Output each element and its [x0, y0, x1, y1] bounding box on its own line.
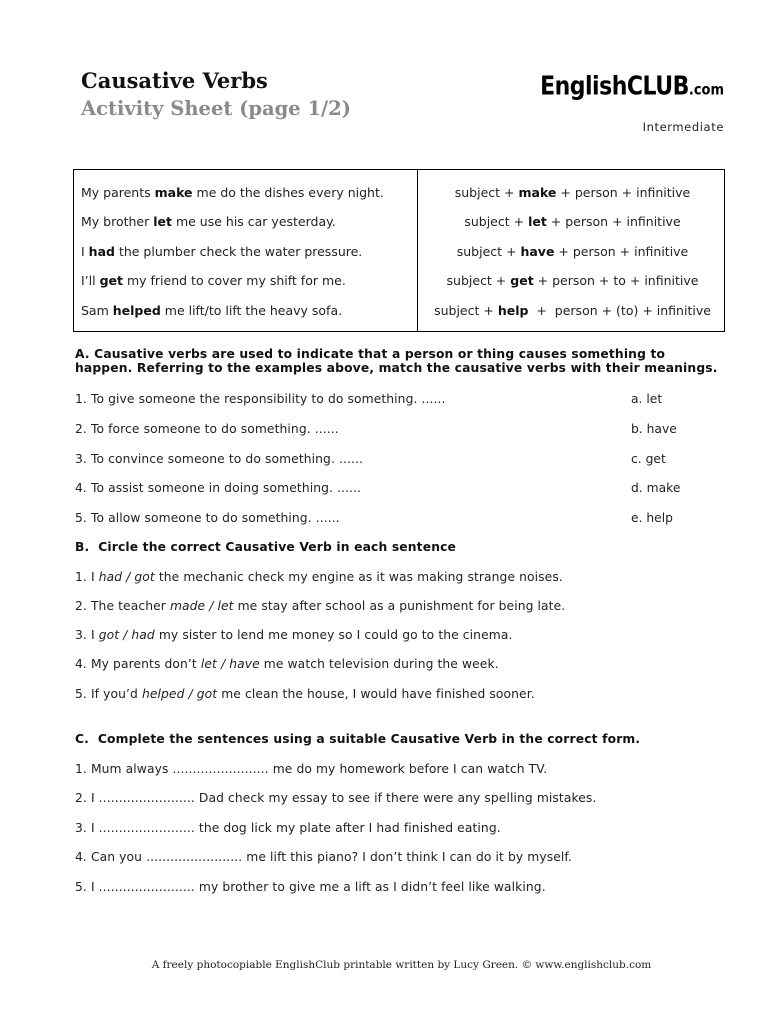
pattern-verb: help [497, 303, 529, 318]
sentence-text: 5. If you’d [75, 687, 142, 701]
section-b-heading: B. Circle the correct Causative Verb in each sentence [75, 540, 457, 554]
pattern-text: + person + infinitive [554, 244, 689, 259]
section-c-item: 3. I ........................ the dog lick my plate after I had finished eating. [75, 821, 501, 835]
section-a-item: 3. To convince someone to do something. ...... [75, 452, 364, 466]
example-text: I’ll [81, 273, 100, 288]
sentence-text: me clean the house, I would have finished sooner. [217, 687, 535, 701]
sentence-text: the mechanic check my engine as it was making strange noises. [154, 570, 563, 584]
example-text: me use his car yesterday. [171, 214, 336, 229]
pattern-row [418, 244, 727, 259]
section-b-item [75, 687, 535, 701]
pattern-text: subject + [454, 185, 519, 200]
example-verb: had [88, 244, 115, 259]
section-a-item: 5. To allow someone to do something. ...... [75, 511, 340, 525]
section-a-answer: a. let [631, 392, 663, 406]
example-text: My brother [81, 214, 154, 229]
example-verb: get [99, 273, 123, 288]
pattern-verb: get [510, 273, 534, 288]
example-text: Sam [81, 303, 113, 318]
level-label: Intermediate [642, 120, 724, 134]
section-c-heading: C. Complete the sentences using a suitable Causative Verb in the correct form. [75, 732, 641, 746]
logo-text: EnglishCLUB [540, 72, 689, 102]
pattern-verb: let [528, 214, 547, 229]
section-c-item: 4. Can you ........................ me lift this piano? I don’t think I can do it by myself. [75, 850, 572, 864]
section-a-item: 1. To give someone the responsibility to do something. ...... [75, 392, 446, 406]
examples-table [73, 169, 725, 332]
sentence-text: 4. My parents don’t [75, 657, 201, 671]
verb-options: helped / got [141, 687, 218, 701]
section-c-item: 5. I ........................ my brother to give me a lift as I didn’t feel like walking. [75, 880, 546, 894]
example-text: My parents [81, 185, 155, 200]
sentence-text: me watch television during the week. [259, 657, 499, 671]
pattern-text: + person + (to) + infinitive [528, 303, 711, 318]
section-a-answer: b. have [631, 422, 677, 436]
pattern-text: subject + [456, 244, 521, 259]
page-title: Causative Verbs [81, 68, 268, 93]
pattern-text: + person + to + infinitive [533, 273, 699, 288]
footer-credit: A freely photocopiable EnglishClub printable written by Lucy Green. © www.englishclub.com [151, 959, 652, 971]
sentence-text: 2. The teacher [75, 599, 170, 613]
pattern-row [418, 214, 727, 229]
section-c-item: 2. I ........................ Dad check my essay to see if there were any spelling mistakes. [75, 791, 597, 805]
pattern-verb: have [520, 244, 555, 259]
example-text: the plumber check the water pressure. [114, 244, 363, 259]
section-b-item [75, 570, 563, 584]
pattern-text: subject + [464, 214, 529, 229]
englishclub-logo [540, 72, 724, 102]
example-verb: make [154, 185, 193, 200]
pattern-verb: make [518, 185, 557, 200]
example-text: me do the dishes every night. [192, 185, 384, 200]
example-text: my friend to cover my shift for me. [123, 273, 346, 288]
section-b-item [75, 657, 499, 671]
example-row [81, 303, 342, 318]
example-text: I [81, 244, 89, 259]
pattern-row [418, 273, 727, 288]
pattern-text: + person + infinitive [556, 185, 691, 200]
page-subtitle: Activity Sheet (page 1/2) [81, 97, 351, 120]
example-verb: let [153, 214, 172, 229]
pattern-row [418, 185, 727, 200]
section-a-heading-cont: happen. Referring to the examples above, match the causative verbs with their meanings. [75, 361, 718, 375]
section-b-item [75, 628, 512, 642]
logo-suffix: .com [688, 81, 724, 100]
example-text: me lift/to lift the heavy sofa. [160, 303, 343, 318]
section-a-item: 4. To assist someone in doing something. ...... [75, 481, 362, 495]
example-row [81, 273, 346, 288]
sentence-text: me stay after school as a punishment for being late. [233, 599, 566, 613]
verb-options: got / had [98, 628, 155, 642]
section-a-answer: c. get [631, 452, 666, 466]
section-c-item: 1. Mum always ........................ me do my homework before I can watch TV. [75, 762, 548, 776]
section-a-answer: e. help [631, 511, 673, 525]
pattern-row [418, 303, 727, 318]
verb-options: made / let [169, 599, 234, 613]
section-a-item: 2. To force someone to do something. ...... [75, 422, 339, 436]
pattern-text: subject + [434, 303, 498, 318]
sentence-text: 3. I [75, 628, 99, 642]
example-row [81, 185, 384, 200]
section-a-heading: A. Causative verbs are used to indicate that a person or thing causes something to [75, 347, 666, 361]
sentence-text: my sister to lend me money so I could go to the cinema. [154, 628, 513, 642]
example-verb: helped [112, 303, 161, 318]
example-row [81, 244, 362, 259]
sentence-text: 1. I [75, 570, 99, 584]
pattern-text: subject + [446, 273, 511, 288]
section-b-item [75, 599, 565, 613]
verb-options: had / got [98, 570, 155, 584]
verb-options: let / have [200, 657, 260, 671]
section-a-answer: d. make [631, 481, 681, 495]
pattern-text: + person + infinitive [546, 214, 681, 229]
example-row [81, 214, 336, 229]
